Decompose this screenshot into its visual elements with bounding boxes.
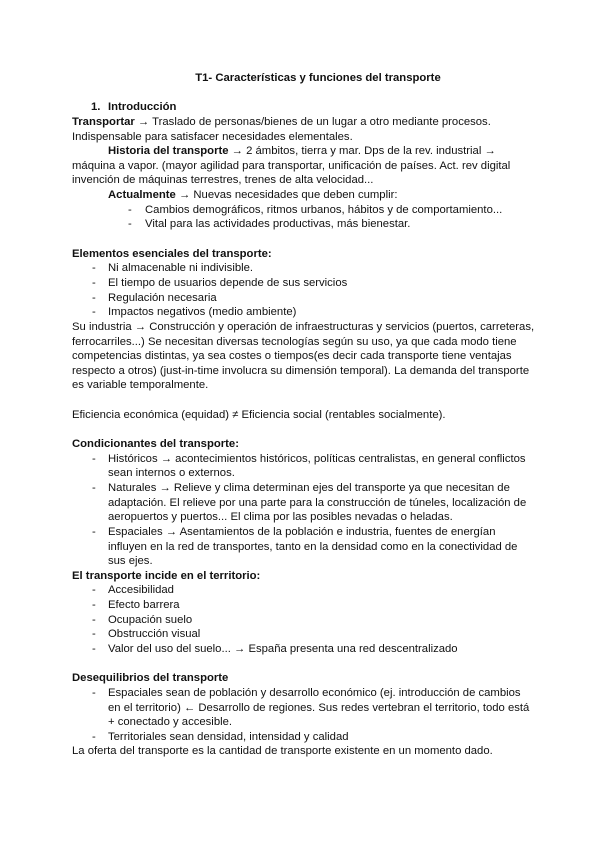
text-line: máquina a vapor. (mayor agilidad para transportar, unificación de países. Act. rev digital: [72, 159, 511, 172]
bullet-dash: -: [92, 276, 96, 289]
list-item: [72, 305, 552, 320]
list-item: [72, 642, 552, 657]
text-line: Indispensable para satisfacer necesidades elementales.: [72, 130, 353, 143]
section-number: 1.: [91, 101, 101, 114]
section-heading-incide: El transporte incide en el territorio:: [72, 569, 261, 582]
section-heading-elementos: Elementos esenciales del transporte:: [72, 247, 272, 260]
list-item: [72, 598, 552, 613]
list-item: [72, 481, 552, 496]
list-item-text: Vital para las actividades productivas, más bienestar.: [145, 218, 411, 231]
text: → Nuevas necesidades que deben cumplir:: [175, 189, 398, 202]
bullet-dash: -: [92, 628, 96, 641]
bullet-dash: -: [92, 291, 96, 304]
list-item-continuation: influyen en la red de transportes, tanto en la densidad como en la conectividad de: [108, 540, 518, 553]
text: → Traslado de personas/bienes de un lugar a otro mediante procesos.: [134, 115, 491, 128]
bullet-dash: -: [92, 525, 96, 538]
bullet-dash: -: [128, 218, 132, 231]
list-item: [72, 217, 552, 232]
bullet-dash: -: [92, 730, 96, 743]
list-item: [72, 583, 552, 598]
section-heading-text: Introducción: [108, 101, 177, 114]
list-item: [72, 627, 552, 642]
text-line: [72, 188, 552, 203]
term-transportar: Transportar: [72, 115, 135, 128]
text-line: invención de máquinas terrestres, trenes de alta velocidad...: [72, 174, 374, 187]
list-item-text: Ni almacenable ni indivisible.: [108, 262, 254, 275]
list-item-text: Impactos negativos (medio ambiente): [108, 306, 297, 319]
bullet-dash: -: [92, 584, 96, 597]
list-item: [72, 613, 552, 628]
list-item-text: Cambios demográficos, ritmos urbanos, hábitos y de comportamiento...: [145, 203, 503, 216]
term-historia: Historia del transporte: [108, 145, 229, 158]
list-item-continuation: en el territorio) ← Desarrollo de regiones. Sus redes vertebran el territorio, todo está: [108, 701, 530, 714]
text: → 2 ámbitos, tierra y mar. Dps de la rev. industrial →: [228, 145, 496, 158]
bullet-dash: -: [92, 306, 96, 319]
bullet-dash: -: [92, 642, 96, 655]
section-heading-condicionantes: Condicionantes del transporte:: [72, 438, 239, 451]
section-heading-desequilibrios: Desequilibrios del transporte: [72, 672, 229, 685]
text-line-eficiencia: Eficiencia económica (equidad) ≠ Eficiencia social (rentables socialmente).: [72, 408, 446, 421]
text-line-oferta: La oferta del transporte es la cantidad de transporte existente en un momento dado.: [72, 745, 493, 758]
list-item-text: El tiempo de usuarios depende de sus servicios: [108, 276, 348, 289]
list-item: [72, 525, 552, 540]
bullet-dash: -: [92, 613, 96, 626]
text-line: Su industria → Construcción y operación de infraestructuras y servicios (puertos, carreteras,: [72, 320, 535, 333]
term-actualmente: Actualmente: [108, 189, 176, 202]
list-item-text: Territoriales sean densidad, intensidad y calidad: [108, 730, 349, 743]
list-item-text: Espaciales sean de población y desarrollo económico (ej. introducción de cambios: [108, 686, 521, 699]
document-title: T1- Características y funciones del transporte: [195, 72, 441, 84]
bullet-dash: -: [92, 481, 96, 494]
list-item-continuation: adaptación. El relieve por una parte para la construcción de túneles, localización de: [108, 496, 527, 509]
list-item: [72, 730, 552, 745]
text-line: [72, 144, 552, 159]
text-line: respecto a otros) (just-in-time involucra su dimensión temporal). La demanda del transporte: [72, 364, 530, 377]
list-item: [72, 276, 552, 291]
list-item-text: Históricos → acontecimientos históricos, políticas centralistas, en general conflictos: [108, 452, 526, 465]
text-line: ferrocarriles...) Se necesitan diversas tecnologías según su uso, ya que cada modo tiene: [72, 335, 517, 348]
bullet-dash: -: [92, 599, 96, 612]
bullet-dash: -: [128, 203, 132, 216]
list-item-text: Valor del uso del suelo... → España presenta una red descentralizado: [108, 642, 458, 655]
list-item-text: Espaciales → Asentamientos de la población e industria, fuentes de energían: [108, 525, 496, 538]
text-line: competencias distintas, ya sea costes o tiempos(es decir cada transporte tiene ventajas: [72, 350, 512, 363]
document-page: [72, 71, 552, 759]
list-item-text: Regulación necesaria: [108, 291, 217, 304]
list-item-text: Naturales → Relieve y clima determinan ejes del transporte ya que necesitan de: [108, 481, 510, 494]
section-heading-introduccion: [72, 100, 552, 115]
bullet-dash: -: [92, 686, 96, 699]
list-item: [72, 452, 552, 467]
list-item: [72, 291, 552, 306]
list-item-continuation: + conectado y accesible.: [108, 716, 233, 729]
list-item: [72, 261, 552, 276]
list-item-continuation: aeropuertos y puertos... El clima por las posibles nevadas o heladas.: [108, 511, 453, 524]
list-item-text: Obstrucción visual: [108, 628, 201, 641]
bullet-dash: -: [92, 262, 96, 275]
list-item-text: Efecto barrera: [108, 599, 180, 612]
list-item-continuation: sean internos o externos.: [108, 467, 235, 480]
list-item-continuation: sus ejes.: [108, 555, 153, 568]
list-item-text: Ocupación suelo: [108, 613, 193, 626]
text-line: [72, 115, 552, 130]
list-item: [72, 203, 552, 218]
list-item-text: Accesibilidad: [108, 584, 174, 597]
list-item: [72, 686, 552, 701]
bullet-dash: -: [92, 452, 96, 465]
text-line: es variable temporalmente.: [72, 379, 209, 392]
